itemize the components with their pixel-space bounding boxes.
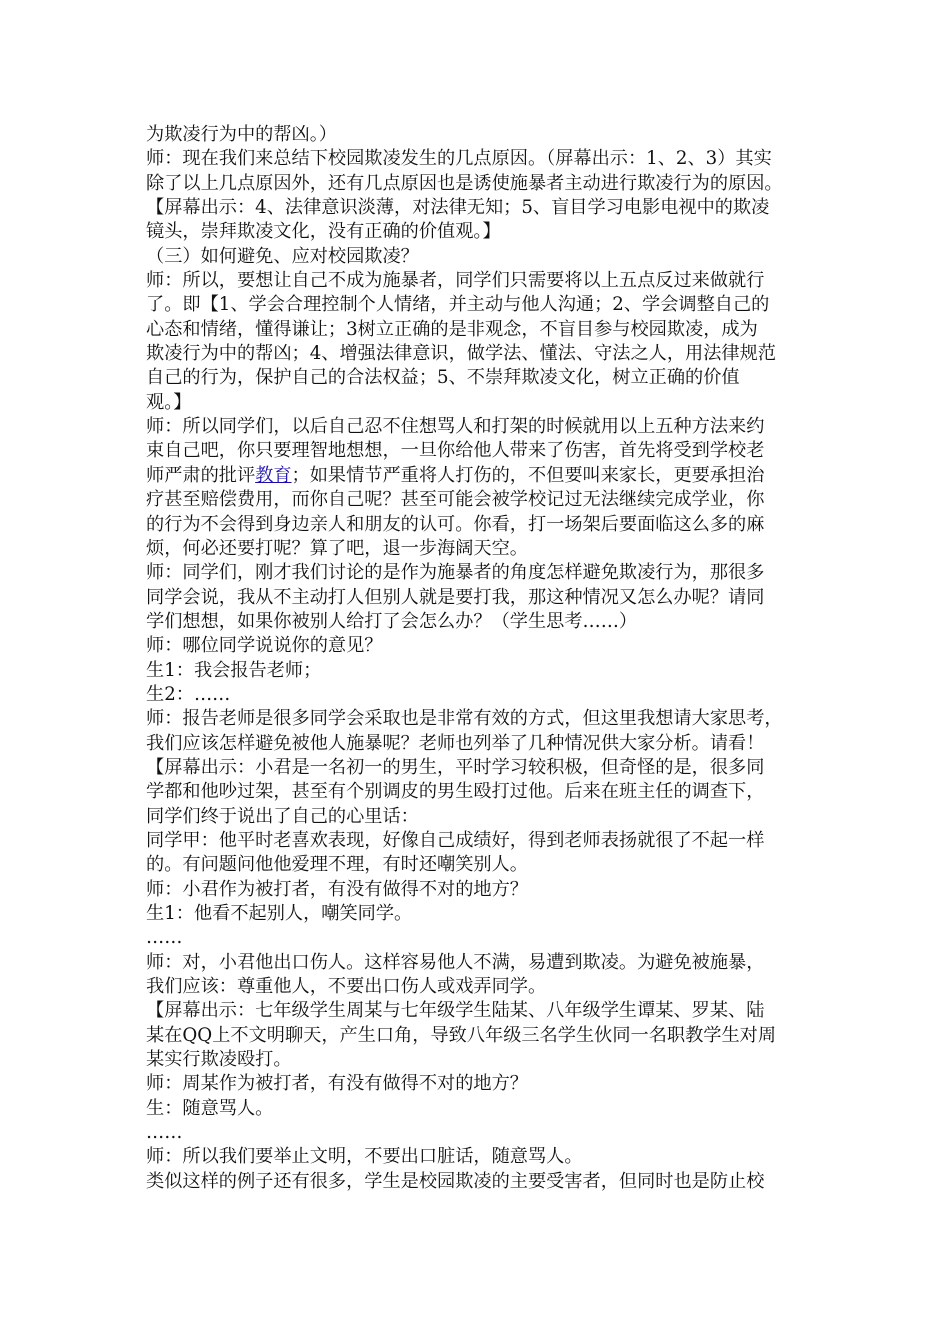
text-line: 【屏幕出示：4、法律意识淡薄，对法律无知；5、盲目学习电影电视中的欺凌 xyxy=(146,197,770,219)
text-line: 同学会说，我从不主动打人但别人就是要打我，那这种情况又怎么办呢？请同 xyxy=(146,586,765,608)
document-body xyxy=(146,123,812,1194)
link-line-after: ；如果情节严重将人打伤的，不但要叫来家长，更要承担治 xyxy=(291,464,765,486)
text-line: 疗甚至赔偿费用，而你自己呢？甚至可能会被学校记过无法继续完成学业，你 xyxy=(146,489,765,511)
link-line-before: 师严肃的批评 xyxy=(146,464,256,486)
text-line: 观。】 xyxy=(146,391,192,413)
text-line: 学都和他吵过架，甚至有个别调皮的男生殴打过他。后来在班主任的调查下， xyxy=(146,781,765,803)
text-line: 师：所以同学们，以后自己忍不住想骂人和打架的时候就用以上五种方法来约 xyxy=(146,416,765,438)
text-line: 师：同学们，刚才我们讨论的是作为施暴者的角度怎样避免欺凌行为，那很多 xyxy=(146,562,765,584)
text-line: 师：周某作为被打者，有没有做得不对的地方？ xyxy=(146,1073,528,1095)
text-line: 欺凌行为中的帮凶；4、增强法律意识，做学法、懂法、守法之人，用法律规范 xyxy=(146,343,776,365)
text-line: 师：小君作为被打者，有没有做得不对的地方？ xyxy=(146,878,528,900)
text-line: 我们应该怎样避免被他人施暴呢？老师也列举了几种情况供大家分析。请看！ xyxy=(146,732,765,754)
text-line-with-link xyxy=(146,464,812,488)
text-line: 心态和情绪，懂得谦让；3树立正确的是非观念，不盲目参与校园欺凌，成为 xyxy=(146,318,758,340)
text-line: 了。即【1、学会合理控制个人情绪，并主动与他人沟通；2、学会调整自己的 xyxy=(146,294,770,316)
text-line: 同学甲：他平时老喜欢表现，好像自己成绩好，得到老师表扬就很了不起一样 xyxy=(146,829,765,851)
text-line: 某实行欺凌殴打。 xyxy=(146,1049,292,1071)
text-line: …… xyxy=(146,1122,183,1144)
education-link[interactable]: 教育 xyxy=(255,464,292,486)
text-line: 学们想想，如果你被别人给打了会怎么办？（学生思考……） xyxy=(146,610,638,632)
text-line: 师：哪位同学说说你的意见？ xyxy=(146,635,383,657)
text-line: 束自己吧，你只要理智地想想，一旦你给他人带来了伤害，首先将受到学校老 xyxy=(146,440,765,462)
text-line: 师：报告老师是很多同学会采取也是非常有效的方式，但这里我想请大家思考， xyxy=(146,708,783,730)
text-line: 生1：他看不起别人，嘲笑同学。 xyxy=(146,903,413,924)
text-line: 【屏幕出示：七年级学生周某与七年级学生陆某、八年级学生谭某、罗某、陆 xyxy=(146,1000,765,1022)
text-line: 生：随意骂人。 xyxy=(146,1097,274,1119)
text-line: 师：所以，要想让自己不成为施暴者，同学们只需要将以上五点反过来做就行 xyxy=(146,270,765,292)
text-line: 师：所以我们要举止文明，不要出口脏话，随意骂人。 xyxy=(146,1146,583,1168)
section-heading: （三）如何避免、应对校园欺凌？ xyxy=(146,245,419,267)
text-line: 的行为不会得到身边亲人和朋友的认可。你看，打一场架后要面临这么多的麻 xyxy=(146,513,765,535)
text-line: 除了以上几点原因外，还有几点原因也是诱使施暴者主动进行欺凌行为的原因。 xyxy=(146,172,783,194)
text-line: …… xyxy=(146,927,183,949)
text-line: 的。有问题问他他爱理不理，有时还嘲笑别人。 xyxy=(146,854,528,876)
text-line: 自己的行为，保护自己的合法权益；5、不崇拜欺凌文化，树立正确的价值 xyxy=(146,367,740,389)
text-line: 师：现在我们来总结下校园欺凌发生的几点原因。（屏幕出示：1、2、3）其实 xyxy=(146,148,772,170)
text-line: 我们应该：尊重他人，不要出口伤人或戏弄同学。 xyxy=(146,976,547,998)
text-line: 为欺凌行为中的帮凶。） xyxy=(146,124,337,145)
text-line: 类似这样的例子还有很多，学生是校园欺凌的主要受害者，但同时也是防止校 xyxy=(146,1170,765,1192)
text-line: 镜头，崇拜欺凌文化，没有正确的价值观。】 xyxy=(146,221,501,243)
text-line: 烦，何必还要打呢？算了吧，退一步海阔天空。 xyxy=(146,537,528,559)
text-line: 师：对，小君他出口伤人。这样容易他人不满，易遭到欺凌。为避免被施暴， xyxy=(146,951,765,973)
text-line: 生2：…… xyxy=(146,683,231,705)
text-line: 【屏幕出示：小君是一名初一的男生，平时学习较积极，但奇怪的是，很多同 xyxy=(146,756,765,778)
text-line: 生1：我会报告老师； xyxy=(146,659,322,681)
text-line: 同学们终于说出了自己的心里话： xyxy=(146,805,419,827)
text-line: 某在QQ上不文明聊天，产生口角，导致八年级三名学生伙同一名职教学生对周 xyxy=(146,1024,777,1046)
